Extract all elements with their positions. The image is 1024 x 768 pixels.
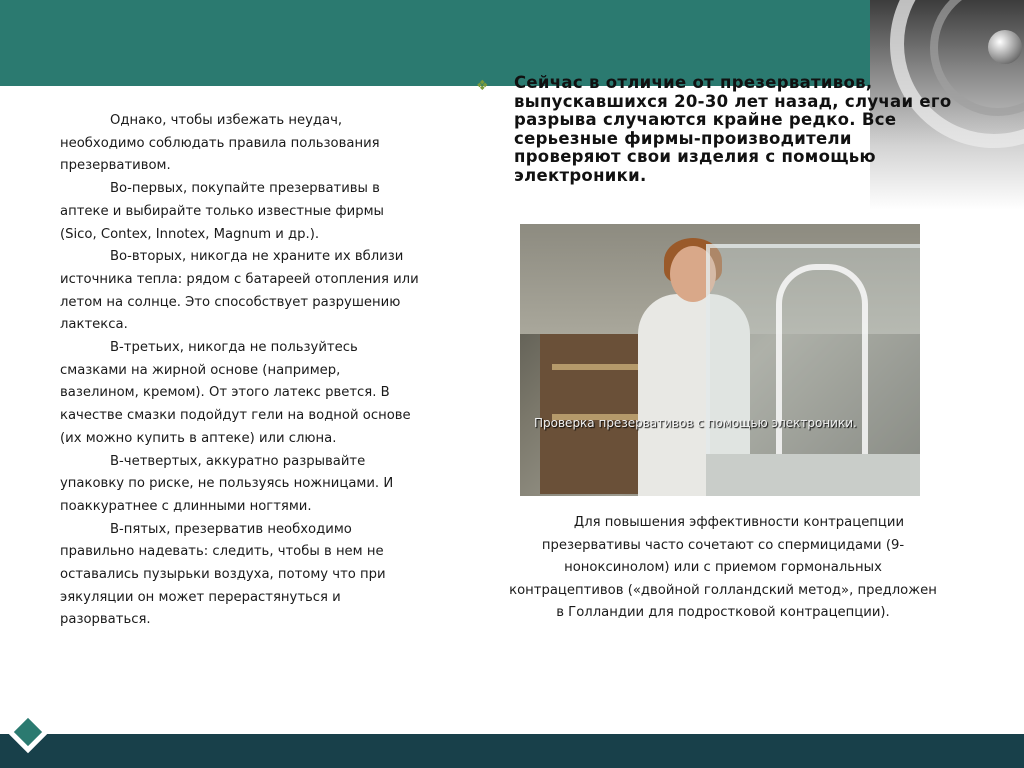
lab-photo: [520, 224, 920, 496]
decorative-sphere: [988, 30, 1022, 64]
left-text-column: [60, 110, 420, 632]
paragraph-fourth: В-четвертых, аккуратно разрывайте упаковку по риске, не пользуясь ножницами. И поаккуратнее с длинными ногтями.: [60, 453, 394, 514]
paragraph-third: В-третьих, никогда не пользуйтесь смазками на жирной основе (например, вазелином, кремом). От этого латекс рвется. В качестве смазки подойдут гели на водной основе (их можно купить в аптеке) или слюна.: [60, 340, 411, 446]
paragraph-first: Во-первых, покупайте презервативы в аптеке и выбирайте только известные фирмы (Sico, Contex, Innotex, Magnum и др.).: [60, 181, 384, 242]
right-text-content: Для повышения эффективности контрацепции презервативы часто сочетают со спермицидами (9-ноноксинолом) или с приемом гормональных контрацептивов («двойной голландский метод», предложен в Голландии для подростковой контрацепции).: [509, 515, 937, 620]
paragraph-intro: Однако, чтобы избежать неудач, необходимо соблюдать правила пользования презервативом.: [60, 113, 380, 174]
paragraph-second: Во-вторых, никогда не храните их вблизи источника тепла: рядом с батареей отопления или летом на солнце. Это способствует разрушению лактекса.: [60, 249, 419, 333]
photo-caption: Проверка презервативов с помощью электроники.: [534, 416, 857, 430]
test-sample-shape: [776, 264, 868, 470]
diamond-bullet-icon: ❖: [476, 78, 489, 94]
bullet-text: Сейчас в отличие от презервативов, выпускавшихся 20-30 лет назад, случаи его разрыва случаются крайне редко. Все серьезные фирмы-производители проверяют свои изделия с помощью электроники.: [514, 73, 952, 185]
paragraph-fifth: В-пятых, презерватив необходимо правильно надевать: следить, чтобы в нем не оставались пузырьки воздуха, потому что при эякуляции он может перерастянуться и разорваться.: [60, 521, 386, 628]
bottom-footer-band: [0, 734, 1024, 768]
right-text-paragraph: [508, 512, 938, 625]
